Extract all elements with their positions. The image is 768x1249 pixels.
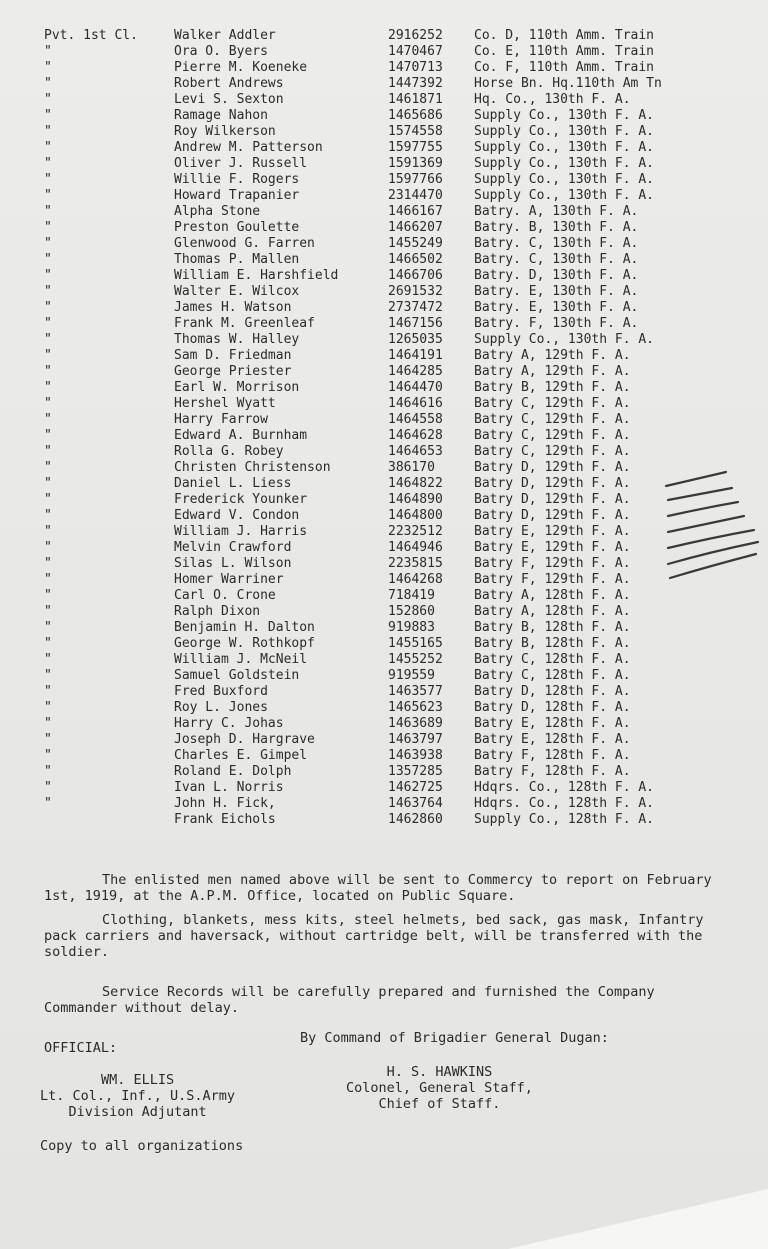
- roster-row: [44, 220, 764, 236]
- roster-row: [44, 492, 764, 508]
- roster-name: Roy Wilkerson: [174, 124, 276, 139]
- roster-rank: ": [44, 188, 52, 203]
- roster-name: Frank M. Greenleaf: [174, 316, 315, 331]
- roster-name: Roland E. Dolph: [174, 764, 292, 779]
- roster-rank: ": [44, 620, 52, 635]
- roster-serial-number: 1461871: [388, 92, 443, 107]
- roster-unit: Batry. B, 130th F. A.: [474, 220, 639, 235]
- roster-name: Pierre M. Koeneke: [174, 60, 308, 75]
- roster-rank: ": [44, 268, 52, 283]
- roster-unit: Batry. C, 130th F. A.: [474, 252, 639, 267]
- roster-row: [44, 412, 764, 428]
- signer-name: H. S. HAWKINS: [386, 1064, 493, 1080]
- roster-name: Willie F. Rogers: [174, 172, 300, 187]
- roster-rank: ": [44, 284, 52, 299]
- roster-serial-number: 1463764: [388, 796, 443, 811]
- equipment-paragraph: Clothing, blankets, mess kits, steel helmets, bed sack, gas mask, Infantry pack carriers and haversack, without cartridge belt, will be transferred with the soldier.: [44, 912, 704, 960]
- roster-name: Harry Farrow: [174, 412, 268, 427]
- roster-unit: Batry C, 128th F. A.: [474, 652, 631, 667]
- roster-unit: Hdqrs. Co., 128th F. A.: [474, 780, 655, 795]
- roster-unit: Batry D, 129th F. A.: [474, 492, 631, 507]
- roster-serial-number: 1464890: [388, 492, 443, 507]
- roster-unit: Batry C, 129th F. A.: [474, 396, 631, 411]
- roster-serial-number: 1464616: [388, 396, 443, 411]
- roster-name: Silas L. Wilson: [174, 556, 292, 571]
- roster-row: [44, 636, 764, 652]
- roster-serial-number: 1463689: [388, 716, 443, 731]
- roster-serial-number: 1591369: [388, 156, 443, 171]
- roster-unit: Supply Co., 130th F. A.: [474, 332, 655, 347]
- roster-row: [44, 428, 764, 444]
- adjutant-role: Division Adjutant: [68, 1104, 207, 1120]
- roster-serial-number: 1465686: [388, 108, 443, 123]
- roster-unit: Supply Co., 128th F. A.: [474, 812, 655, 827]
- roster-name: Ralph Dixon: [174, 604, 261, 619]
- roster-unit: Batry. E, 130th F. A.: [474, 284, 639, 299]
- roster-rank: ": [44, 204, 52, 219]
- roster-name: Carl O. Crone: [174, 588, 276, 603]
- handwritten-check-marks: [660, 470, 760, 590]
- roster-unit: Co. F, 110th Amm. Train: [474, 60, 655, 75]
- roster-unit: Batry. E, 130th F. A.: [474, 300, 639, 315]
- roster-rank: ": [44, 428, 52, 443]
- distribution-line: Copy to all organizations: [40, 1138, 244, 1154]
- roster-unit: Batry D, 129th F. A.: [474, 460, 631, 475]
- roster-unit: Batry B, 128th F. A.: [474, 620, 631, 635]
- roster-rank: ": [44, 524, 52, 539]
- roster-name: Andrew M. Patterson: [174, 140, 323, 155]
- roster-unit: Supply Co., 130th F. A.: [474, 108, 655, 123]
- roster-serial-number: 919559: [388, 668, 435, 683]
- roster-row: [44, 460, 764, 476]
- roster-unit: Supply Co., 130th F. A.: [474, 188, 655, 203]
- roster-unit: Supply Co., 130th F. A.: [474, 140, 655, 155]
- adjutant-name: WM. ELLIS: [100, 1072, 175, 1088]
- roster-rank: ": [44, 732, 52, 747]
- roster-serial-number: 1455252: [388, 652, 443, 667]
- command-line: By Command of Brigadier General Dugan:: [300, 1030, 609, 1046]
- roster-serial-number: 1455165: [388, 636, 443, 651]
- roster-serial-number: 1463938: [388, 748, 443, 763]
- roster-row: [44, 716, 764, 732]
- roster-rank: ": [44, 636, 52, 651]
- roster-row: [44, 732, 764, 748]
- roster-name: Benjamin H. Dalton: [174, 620, 315, 635]
- roster-name: Howard Trapanier: [174, 188, 300, 203]
- signer-role: Chief of Staff.: [378, 1096, 501, 1112]
- roster-name: William J. Harris: [174, 524, 308, 539]
- roster-unit: Batry. A, 130th F. A.: [474, 204, 639, 219]
- roster-row: [44, 668, 764, 684]
- roster-rank: ": [44, 540, 52, 555]
- roster-unit: Batry D, 128th F. A.: [474, 700, 631, 715]
- roster-rank: ": [44, 92, 52, 107]
- roster-rank: ": [44, 572, 52, 587]
- roster-row: [44, 316, 764, 332]
- roster-serial-number: 1466207: [388, 220, 443, 235]
- roster-rank: ": [44, 124, 52, 139]
- roster-serial-number: 1574558: [388, 124, 443, 139]
- roster-row: [44, 332, 764, 348]
- roster-serial-number: 1455249: [388, 236, 443, 251]
- roster-name: George Priester: [174, 364, 292, 379]
- roster-row: [44, 508, 764, 524]
- roster-name: Oliver J. Russell: [174, 156, 308, 171]
- roster-unit: Batry A, 129th F. A.: [474, 364, 631, 379]
- roster-name: Edward A. Burnham: [174, 428, 308, 443]
- roster-serial-number: 1464628: [388, 428, 443, 443]
- roster-row: [44, 124, 764, 140]
- official-label: OFFICIAL:: [44, 1040, 118, 1056]
- roster-unit: Supply Co., 130th F. A.: [474, 156, 655, 171]
- roster-name: William E. Harshfield: [174, 268, 339, 283]
- roster-rank: ": [44, 716, 52, 731]
- roster-serial-number: 2232512: [388, 524, 443, 539]
- service-records-paragraph: Service Records will be carefully prepared and furnished the Company Commander without delay.: [44, 984, 655, 1016]
- roster-serial-number: 1464946: [388, 540, 443, 555]
- adjutant-block: [40, 1072, 235, 1120]
- roster-row: [44, 476, 764, 492]
- roster-serial-number: 1462725: [388, 780, 443, 795]
- signature-block: [346, 1064, 533, 1112]
- roster-name: Ramage Nahon: [174, 108, 268, 123]
- roster-name: William J. McNeil: [174, 652, 308, 667]
- roster-serial-number: 1357285: [388, 764, 443, 779]
- roster-unit: Co. E, 110th Amm. Train: [474, 44, 655, 59]
- roster-name: Thomas W. Halley: [174, 332, 300, 347]
- roster-serial-number: 1464558: [388, 412, 443, 427]
- roster-serial-number: 1464800: [388, 508, 443, 523]
- roster-name: Hershel Wyatt: [174, 396, 276, 411]
- roster-unit: Batry D, 129th F. A.: [474, 508, 631, 523]
- roster-serial-number: 1447392: [388, 76, 443, 91]
- roster-row: [44, 252, 764, 268]
- roster-serial-number: 1470467: [388, 44, 443, 59]
- roster-rank: ": [44, 316, 52, 331]
- roster-name: James H. Watson: [174, 300, 292, 315]
- roster-rank: ": [44, 348, 52, 363]
- roster-row: [44, 796, 764, 812]
- roster-unit: Batry F, 129th F. A.: [474, 556, 631, 571]
- roster-unit: Supply Co., 130th F. A.: [474, 172, 655, 187]
- roster-unit: Hdqrs. Co., 128th F. A.: [474, 796, 655, 811]
- roster-unit: Batry E, 128th F. A.: [474, 732, 631, 747]
- roster-serial-number: 1597755: [388, 140, 443, 155]
- roster-name: Frank Eichols: [174, 812, 276, 827]
- roster-rank: ": [44, 332, 52, 347]
- roster-row: [44, 380, 764, 396]
- roster-unit: Batry B, 128th F. A.: [474, 636, 631, 651]
- roster-serial-number: 1464653: [388, 444, 443, 459]
- roster-row: [44, 652, 764, 668]
- roster-serial-number: 919883: [388, 620, 435, 635]
- roster-rank: ": [44, 508, 52, 523]
- roster-name: Samuel Goldstein: [174, 668, 300, 683]
- roster-unit: Batry. D, 130th F. A.: [474, 268, 639, 283]
- roster-serial-number: 1464285: [388, 364, 443, 379]
- roster-row: [44, 204, 764, 220]
- personnel-roster: [44, 28, 764, 828]
- roster-unit: Co. D, 110th Amm. Train: [474, 28, 655, 43]
- roster-rank: ": [44, 588, 52, 603]
- roster-unit: Batry B, 129th F. A.: [474, 380, 631, 395]
- roster-unit: Batry. F, 130th F. A.: [474, 316, 639, 331]
- roster-unit: Batry C, 128th F. A.: [474, 668, 631, 683]
- roster-name: Walter E. Wilcox: [174, 284, 300, 299]
- roster-rank: ": [44, 668, 52, 683]
- report-instruction-paragraph: The enlisted men named above will be sent to Commercy to report on February 1st, 1919, at the A.P.M. Office, located on Public Square.: [44, 872, 712, 904]
- roster-row: [44, 268, 764, 284]
- roster-name: Levi S. Sexton: [174, 92, 284, 107]
- roster-serial-number: 1464822: [388, 476, 443, 491]
- roster-name: Charles E. Gimpel: [174, 748, 308, 763]
- roster-name: Frederick Younker: [174, 492, 308, 507]
- roster-unit: Hq. Co., 130th F. A.: [474, 92, 631, 107]
- signer-title: Colonel, General Staff,: [346, 1080, 533, 1096]
- roster-name: Glenwood G. Farren: [174, 236, 315, 251]
- roster-rank: ": [44, 604, 52, 619]
- roster-unit: Batry D, 129th F. A.: [474, 476, 631, 491]
- roster-name: Ora O. Byers: [174, 44, 268, 59]
- roster-row: [44, 620, 764, 636]
- roster-row: [44, 812, 764, 828]
- roster-rank: ": [44, 700, 52, 715]
- roster-unit: Batry C, 129th F. A.: [474, 444, 631, 459]
- roster-serial-number: 1464191: [388, 348, 443, 363]
- roster-rank: ": [44, 220, 52, 235]
- roster-row: [44, 364, 764, 380]
- roster-rank: ": [44, 140, 52, 155]
- roster-name: George W. Rothkopf: [174, 636, 315, 651]
- roster-rank: ": [44, 796, 52, 811]
- roster-rank: ": [44, 476, 52, 491]
- roster-unit: Horse Bn. Hq.110th Am Tn: [474, 76, 662, 91]
- roster-name: Daniel L. Liess: [174, 476, 292, 491]
- roster-unit: Batry C, 129th F. A.: [474, 428, 631, 443]
- roster-rank: ": [44, 156, 52, 171]
- roster-unit: Batry E, 129th F. A.: [474, 540, 631, 555]
- roster-serial-number: 2737472: [388, 300, 443, 315]
- roster-serial-number: 2916252: [388, 28, 443, 43]
- roster-name: Thomas P. Mallen: [174, 252, 300, 267]
- roster-name: Fred Buxford: [174, 684, 268, 699]
- roster-rank: ": [44, 492, 52, 507]
- roster-rank: ": [44, 364, 52, 379]
- roster-name: Melvin Crawford: [174, 540, 292, 555]
- roster-rank: ": [44, 60, 52, 75]
- roster-row: [44, 748, 764, 764]
- roster-name: Homer Warriner: [174, 572, 284, 587]
- roster-serial-number: 1466706: [388, 268, 443, 283]
- roster-unit: Supply Co., 130th F. A.: [474, 124, 655, 139]
- roster-serial-number: 386170: [388, 460, 435, 475]
- roster-rank: ": [44, 236, 52, 251]
- roster-name: Sam D. Friedman: [174, 348, 292, 363]
- roster-rank: ": [44, 252, 52, 267]
- roster-serial-number: 2235815: [388, 556, 443, 571]
- roster-row: [44, 108, 764, 124]
- roster-name: Rolla G. Robey: [174, 444, 284, 459]
- roster-serial-number: 1467156: [388, 316, 443, 331]
- roster-row: [44, 524, 764, 540]
- roster-rank: ": [44, 108, 52, 123]
- roster-serial-number: 2314470: [388, 188, 443, 203]
- roster-serial-number: 1465623: [388, 700, 443, 715]
- roster-name: Preston Goulette: [174, 220, 300, 235]
- roster-rank: Pvt. 1st Cl.: [44, 28, 138, 43]
- roster-name: Robert Andrews: [174, 76, 284, 91]
- roster-row: [44, 572, 764, 588]
- roster-name: Roy L. Jones: [174, 700, 268, 715]
- roster-row: [44, 556, 764, 572]
- roster-row: [44, 92, 764, 108]
- roster-unit: Batry A, 128th F. A.: [474, 588, 631, 603]
- adjutant-rank: Lt. Col., Inf., U.S.Army: [40, 1088, 236, 1104]
- roster-row: [44, 44, 764, 60]
- roster-row: [44, 700, 764, 716]
- roster-name: Harry C. Johas: [174, 716, 284, 731]
- roster-rank: ": [44, 748, 52, 763]
- roster-unit: Batry F, 128th F. A.: [474, 748, 631, 763]
- roster-row: [44, 236, 764, 252]
- folded-corner: [508, 1189, 768, 1249]
- roster-name: Edward V. Condon: [174, 508, 300, 523]
- roster-row: [44, 28, 764, 44]
- roster-row: [44, 300, 764, 316]
- roster-row: [44, 188, 764, 204]
- roster-row: [44, 764, 764, 780]
- roster-serial-number: 1464470: [388, 380, 443, 395]
- roster-name: Alpha Stone: [174, 204, 261, 219]
- roster-rank: ": [44, 684, 52, 699]
- roster-rank: ": [44, 172, 52, 187]
- roster-name: John H. Fick,: [174, 796, 276, 811]
- roster-row: [44, 172, 764, 188]
- roster-name: Ivan L. Norris: [174, 780, 284, 795]
- roster-serial-number: 718419: [388, 588, 435, 603]
- roster-serial-number: 1470713: [388, 60, 443, 75]
- roster-row: [44, 684, 764, 700]
- roster-rank: ": [44, 396, 52, 411]
- roster-unit: Batry D, 128th F. A.: [474, 684, 631, 699]
- roster-row: [44, 76, 764, 92]
- roster-serial-number: 1597766: [388, 172, 443, 187]
- roster-name: Joseph D. Hargrave: [174, 732, 315, 747]
- roster-row: [44, 348, 764, 364]
- roster-serial-number: 1462860: [388, 812, 443, 827]
- roster-rank: ": [44, 780, 52, 795]
- roster-serial-number: 1466502: [388, 252, 443, 267]
- roster-rank: ": [44, 380, 52, 395]
- roster-rank: ": [44, 444, 52, 459]
- roster-rank: ": [44, 44, 52, 59]
- roster-row: [44, 588, 764, 604]
- roster-rank: ": [44, 556, 52, 571]
- roster-row: [44, 604, 764, 620]
- roster-unit: Batry F, 128th F. A.: [474, 764, 631, 779]
- roster-serial-number: 1466167: [388, 204, 443, 219]
- roster-unit: Batry. C, 130th F. A.: [474, 236, 639, 251]
- roster-serial-number: 152860: [388, 604, 435, 619]
- roster-row: [44, 444, 764, 460]
- roster-row: [44, 140, 764, 156]
- roster-unit: Batry A, 129th F. A.: [474, 348, 631, 363]
- roster-row: [44, 60, 764, 76]
- roster-unit: Batry A, 128th F. A.: [474, 604, 631, 619]
- roster-rank: ": [44, 412, 52, 427]
- roster-rank: ": [44, 300, 52, 315]
- roster-serial-number: 1463797: [388, 732, 443, 747]
- roster-name: Earl W. Morrison: [174, 380, 300, 395]
- roster-name: Walker Addler: [174, 28, 276, 43]
- roster-unit: Batry E, 128th F. A.: [474, 716, 631, 731]
- roster-row: [44, 396, 764, 412]
- roster-unit: Batry E, 129th F. A.: [474, 524, 631, 539]
- roster-rank: ": [44, 764, 52, 779]
- roster-rank: ": [44, 652, 52, 667]
- roster-row: [44, 780, 764, 796]
- roster-unit: Batry C, 129th F. A.: [474, 412, 631, 427]
- roster-rank: ": [44, 76, 52, 91]
- roster-row: [44, 284, 764, 300]
- roster-serial-number: 1464268: [388, 572, 443, 587]
- roster-row: [44, 540, 764, 556]
- roster-rank: ": [44, 460, 52, 475]
- roster-serial-number: 2691532: [388, 284, 443, 299]
- roster-unit: Batry F, 129th F. A.: [474, 572, 631, 587]
- roster-name: Christen Christenson: [174, 460, 331, 475]
- roster-serial-number: 1463577: [388, 684, 443, 699]
- roster-row: [44, 156, 764, 172]
- roster-serial-number: 1265035: [388, 332, 443, 347]
